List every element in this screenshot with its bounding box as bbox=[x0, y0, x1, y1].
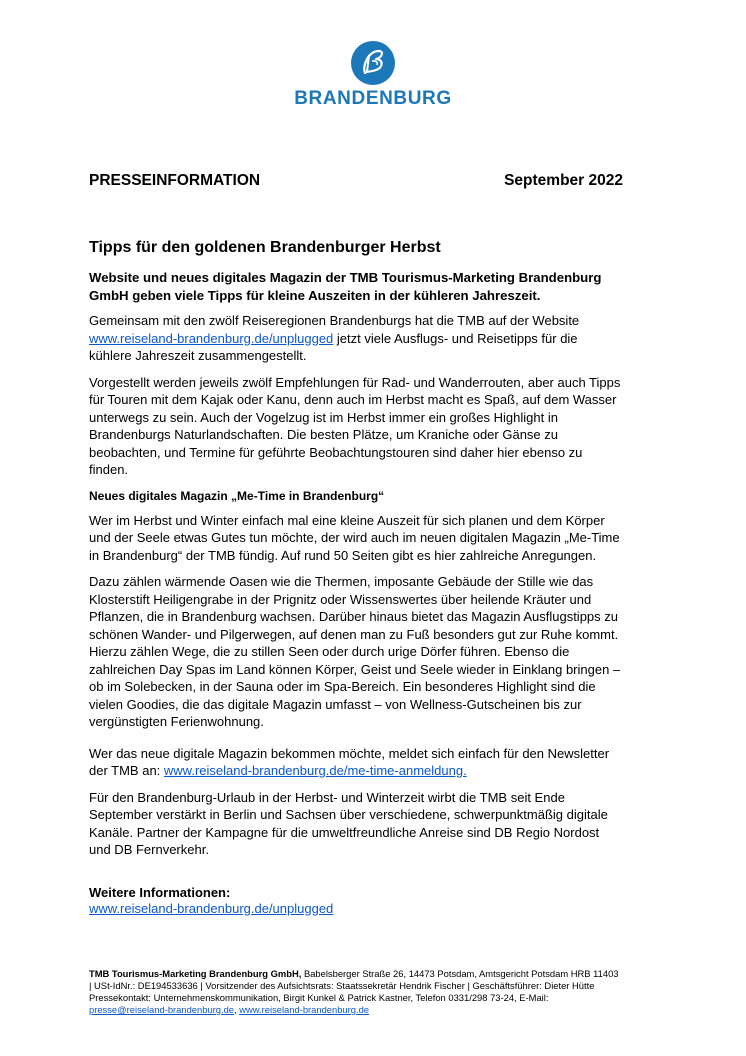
unplugged-link[interactable]: www.reiseland-brandenburg.de/unplugged bbox=[89, 330, 334, 346]
document-date: September 2022 bbox=[504, 172, 623, 189]
footer-text: Babelsberger Straße 26, 14473 Potsdam, Amtsgericht Potsdam HRB 11403 | USt-IdNr.: DE194533636 | Vorsitzender des Aufsichtsrats: Staatssekretär Hendrik Fischer | Geschäftsführer: Dieter Hütte Pressekontakt: Unternehmenskommunikation, Birgit Kunkel & Patrick Kastner, Telefon 0331/298 73-24, E-Mail: bbox=[89, 968, 619, 1003]
paragraph-1-text-before: Gemeinsam mit den zwölf Reiseregionen Brandenburgs hat die TMB auf der Website bbox=[89, 313, 580, 328]
page-subtitle: Website und neues digitales Magazin der TMB Tourismus-Marketing Brandenburg GmbH geben viele Tipps für kleine Auszeiten in der kühleren Jahreszeit. bbox=[89, 270, 602, 303]
footer bbox=[89, 968, 623, 1016]
paragraph-2: Vorgestellt werden jeweils zwölf Empfehlungen für Rad- und Wanderrouten, aber auch Tipps für Touren mit dem Kajak oder Kanu, denn auch im Herbst macht es Spaß, auf dem Wasser unterwegs zu sein. Auch der Vogelzug ist im Herbst immer ein großes Highlight in Brandenburgs Naturlandschaften. Die besten Plätze, um Kraniche oder Gänse zu beobachten, und Termine für geführte Beobachtungstouren sind daher hier ebenso zu finden. bbox=[89, 374, 621, 477]
section-heading: Neues digitales Magazin „Me-Time in Brandenburg“ bbox=[89, 488, 385, 503]
me-time-signup-link[interactable]: www.reiseland-brandenburg.de/me-time-anmeldung. bbox=[163, 763, 467, 778]
paragraph-1 bbox=[89, 312, 623, 365]
document-type-label: PRESSEINFORMATION bbox=[89, 172, 261, 189]
paragraph-3: Wer im Herbst und Winter einfach mal eine kleine Auszeit für sich planen und dem Körper und der Seele etwas Gutes tun möchte, der wird auch im neuen digitalen Magazin „Me-Time in Brandenburg“ der TMB fündig. Auf rund 50 Seiten gibt es hier zahlreiche Anregungen. bbox=[89, 512, 620, 563]
brand-logo bbox=[0, 40, 746, 110]
paragraph-5 bbox=[89, 745, 623, 780]
brandenburg-emblem-icon bbox=[350, 40, 396, 86]
more-info-link[interactable]: www.reiseland-brandenburg.de/unplugged bbox=[89, 900, 334, 916]
more-info-label: Weitere Informationen: bbox=[89, 884, 231, 900]
paragraph-4: Dazu zählen wärmende Oasen wie die Thermen, imposante Gebäude der Stille wie das Klosterstift Heiligengrabe in der Prignitz oder Wissenswertes über heilende Kräuter und Pflanzen, die in Brandenburg wachsen. Darüber hinaus bietet das Magazin Ausflugstipps zu schönen Wander- und Pilgerwegen, auf denen man zu Fuß besonders gut zur Ruhe kommt. Hierzu zählen Wege, die zu stillen Seen oder durch urige Dörfer führen. Ebenso die zahlreichen Day Spas im Land können Körper, Geist und Seele wieder in Einklang bringen – ob im Solebecken, in der Sauna oder im Spa-Bereich. Ein besonderes Highlight sind die vielen Goodies, die das digitale Magazin umfasst – von Wellness-Gutscheinen bis zur vergünstigten Ferienwohnung. bbox=[89, 574, 621, 729]
document-header bbox=[89, 172, 623, 190]
page-title: Tipps für den goldenen Brandenburger Herbst bbox=[89, 239, 441, 256]
footer-website-link[interactable]: www.reiseland-brandenburg.de bbox=[239, 1004, 370, 1015]
paragraph-5-text-before: Wer das neue digitale Magazin bekommen möchte, meldet sich einfach für den Newsletter der TMB an: bbox=[89, 745, 610, 778]
footer-email-link[interactable]: presse@reiseland-brandenburg.de bbox=[89, 1004, 235, 1015]
paragraph-6: Für den Brandenburg-Urlaub in der Herbst- und Winterzeit wirbt die TMB seit Ende September verstärkt in Berlin und Sachsen über verschiedene, schwerpunktmäßig digitale Kanäle. Partner der Kampagne für die umweltfreundliche Anreise sind DB Regio Nordost und DB Fernverkehr. bbox=[89, 789, 608, 857]
footer-company: TMB Tourismus-Marketing Brandenburg GmbH, bbox=[89, 968, 302, 979]
press-release-body bbox=[89, 172, 623, 917]
paragraph-1-text-after: jetzt viele Ausflugs- und Reisetipps für die kühlere Jahreszeit zusammengestellt. bbox=[89, 330, 578, 363]
footer-separator: , bbox=[234, 1004, 240, 1015]
brand-wordmark: BRANDENBURG bbox=[294, 88, 452, 109]
